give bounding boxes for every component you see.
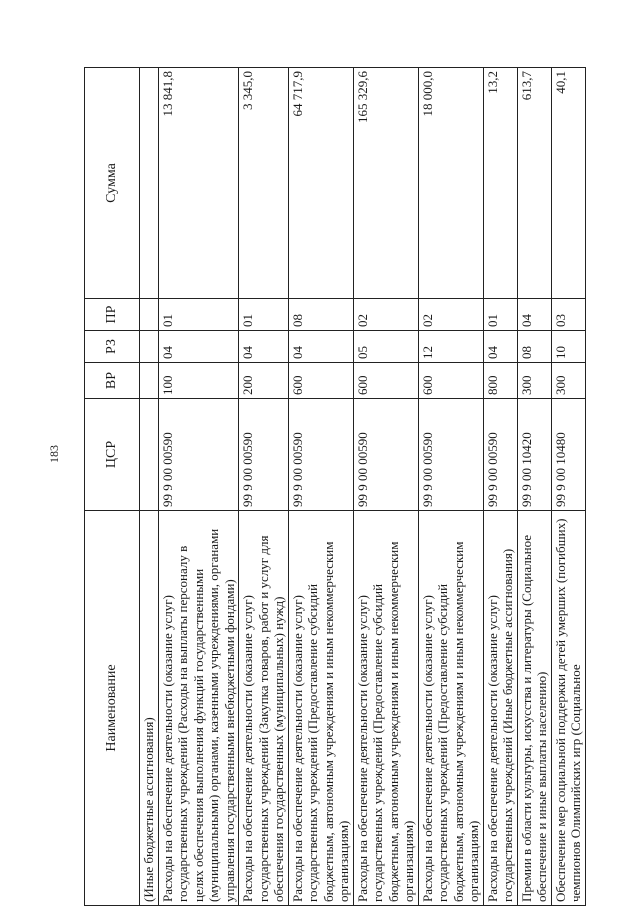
table-row <box>517 68 551 906</box>
header-sum: Сумма <box>85 68 140 299</box>
cell-pr: 02 <box>353 299 418 331</box>
cell-rz: 04 <box>239 331 289 363</box>
table-row <box>353 68 418 906</box>
cell-name: Расходы на обеспечение деятельности (оказание услуг) государственных учреждений (Расходы на выплаты персоналу в целях обеспечения выполнения функций государственными (муниципальными) органами, казенными учреждениями, органами управления государственными внебюджетными фондами) <box>158 511 239 906</box>
table-body <box>140 68 586 906</box>
cell-csr: 99 9 00 00590 <box>288 399 353 511</box>
header-row <box>85 68 140 906</box>
cell-name: Расходы на обеспечение деятельности (оказание услуг) государственных учреждений (Иные бюджетные ассигнования) <box>483 511 517 906</box>
cell-csr: 99 9 00 00590 <box>483 399 517 511</box>
cell-sum: 13,2 <box>483 68 517 299</box>
table-row <box>158 68 239 906</box>
table-row <box>483 68 517 906</box>
header-csr: ЦСР <box>85 399 140 511</box>
cell-sum: 3 345,0 <box>239 68 289 299</box>
table-row <box>140 68 159 906</box>
table-row <box>288 68 353 906</box>
cell-vr: 600 <box>418 363 483 399</box>
cell-vr: 100 <box>158 363 239 399</box>
cell-pr <box>140 299 159 331</box>
cell-sum: 165 329,6 <box>353 68 418 299</box>
cell-csr: 99 9 00 10420 <box>517 399 551 511</box>
cell-csr: 99 9 00 00590 <box>239 399 289 511</box>
cell-name: (Иные бюджетные ассигнования) <box>140 511 159 906</box>
cell-rz: 10 <box>551 331 585 363</box>
cell-vr <box>140 363 159 399</box>
cell-vr: 800 <box>483 363 517 399</box>
page-number: 183 <box>47 445 61 463</box>
cell-sum: 13 841,8 <box>158 68 239 299</box>
cell-csr: 99 9 00 00590 <box>418 399 483 511</box>
cell-sum: 18 000,0 <box>418 68 483 299</box>
table-row <box>551 68 585 906</box>
cell-vr: 300 <box>517 363 551 399</box>
cell-sum: 613,7 <box>517 68 551 299</box>
cell-vr: 300 <box>551 363 585 399</box>
cell-name: Обеспечение мер социальной поддержки детей умерших (погибших) чемпионов Олимпийских игр (Социальное <box>551 511 585 906</box>
cell-pr: 02 <box>418 299 483 331</box>
rotated-content <box>84 68 616 906</box>
cell-rz: 04 <box>288 331 353 363</box>
header-rz: РЗ <box>85 331 140 363</box>
table-row <box>418 68 483 906</box>
cell-pr: 01 <box>239 299 289 331</box>
cell-name: Расходы на обеспечение деятельности (оказание услуг) государственных учреждений (Предоставление субсидий бюджетным, автономным учреждениям и иным некоммерческим организациям) <box>288 511 353 906</box>
cell-pr: 01 <box>483 299 517 331</box>
cell-rz: 04 <box>158 331 239 363</box>
cell-sum: 40,1 <box>551 68 585 299</box>
cell-name: Расходы на обеспечение деятельности (оказание услуг) государственных учреждений (Закупка товаров, работ и услуг для обеспечения государственных (муниципальных) нужд) <box>239 511 289 906</box>
cell-rz: 04 <box>483 331 517 363</box>
cell-csr: 99 9 00 00590 <box>158 399 239 511</box>
budget-table <box>84 67 586 906</box>
cell-csr: 99 9 00 10480 <box>551 399 585 511</box>
cell-csr: 99 9 00 00590 <box>353 399 418 511</box>
header-pr: ПР <box>85 299 140 331</box>
rotated-page <box>84 68 616 906</box>
cell-rz: 08 <box>517 331 551 363</box>
cell-name: Расходы на обеспечение деятельности (оказание услуг) государственных учреждений (Предоставление субсидий бюджетным, автономным учреждениям и иным некоммерческим организациям) <box>418 511 483 906</box>
cell-rz <box>140 331 159 363</box>
cell-name: Премии в области культуры, искусства и литературы (Социальное обеспечение и иные выплаты населению) <box>517 511 551 906</box>
cell-pr: 03 <box>551 299 585 331</box>
cell-csr <box>140 399 159 511</box>
cell-vr: 600 <box>353 363 418 399</box>
cell-name: Расходы на обеспечение деятельности (оказание услуг) государственных учреждений (Предоставление субсидий бюджетным, автономным учреждениям и иным некоммерческим организациям) <box>353 511 418 906</box>
cell-rz: 12 <box>418 331 483 363</box>
table-row <box>239 68 289 906</box>
cell-vr: 600 <box>288 363 353 399</box>
cell-pr: 08 <box>288 299 353 331</box>
cell-sum <box>140 68 159 299</box>
header-name: Наименование <box>85 511 140 906</box>
header-vr: ВР <box>85 363 140 399</box>
cell-vr: 200 <box>239 363 289 399</box>
cell-rz: 05 <box>353 331 418 363</box>
cell-pr: 01 <box>158 299 239 331</box>
cell-pr: 04 <box>517 299 551 331</box>
cell-sum: 64 717,9 <box>288 68 353 299</box>
